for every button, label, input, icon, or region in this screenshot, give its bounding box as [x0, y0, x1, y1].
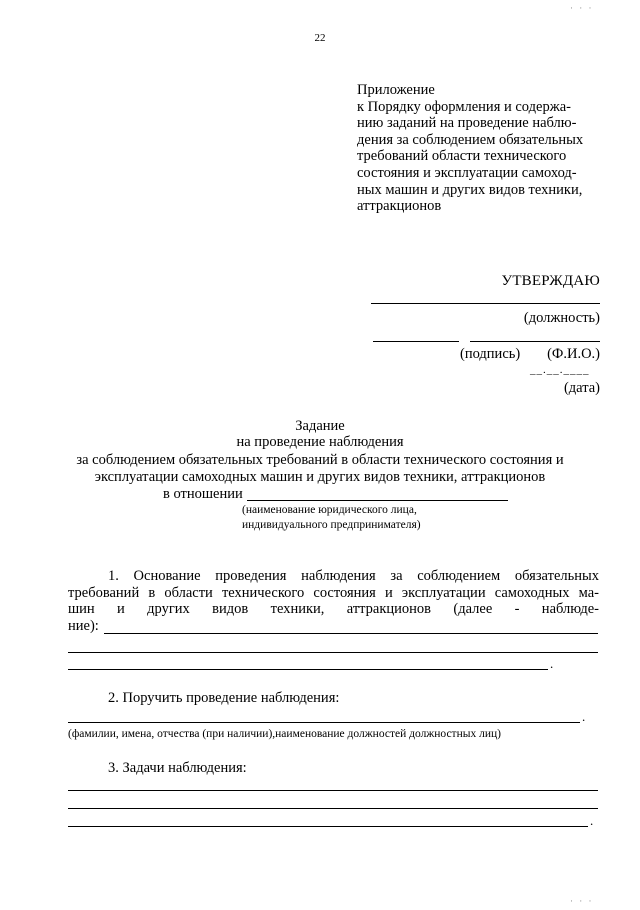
- assign-label: 2. Поручить проведение наблюдения:: [108, 690, 340, 706]
- basis-paragraph: [68, 568, 599, 618]
- scan-mark-top: · · ·: [570, 3, 594, 13]
- entity-name-line[interactable]: [247, 500, 508, 501]
- task-title: Задание: [295, 418, 345, 434]
- staff-fill-line[interactable]: [68, 722, 580, 723]
- appendix-line: нию заданий на проведение наблю-: [357, 115, 577, 132]
- basis-line: 1. Основание проведения наблюдения за соблюдением обязательных: [108, 568, 599, 584]
- basis-fill-line[interactable]: [104, 633, 598, 634]
- task-subtitle: на проведение наблюдения: [236, 434, 404, 450]
- fio-caption: (Ф.И.О.): [547, 346, 600, 362]
- period: .: [582, 709, 586, 724]
- tasks-fill-line[interactable]: [68, 790, 598, 791]
- appendix-line: требований области технического: [357, 148, 567, 165]
- basis-line: требований в области технического состояния и эксплуатации самоходных ма-: [68, 584, 599, 601]
- basis-line: шин и других видов техники, аттракционов (далее - наблюде-: [68, 601, 599, 618]
- task-description-line: эксплуатации самоходных машин и других видов техники, аттракционов: [94, 469, 546, 485]
- signature-caption: (подпись): [460, 346, 521, 362]
- entity-caption: индивидуального предпринимателя): [242, 519, 421, 531]
- basis-line-end: ние):: [68, 618, 99, 634]
- regard-label: в отношении: [163, 486, 243, 502]
- appendix-line: аттракционов: [357, 198, 442, 215]
- approve-title: УТВЕРЖДАЮ: [501, 273, 600, 289]
- tasks-fill-line[interactable]: [68, 826, 588, 827]
- appendix-block: [357, 82, 607, 215]
- date-field[interactable]: __.__.____: [530, 364, 590, 376]
- entity-caption: (наименование юридического лица,: [242, 504, 417, 516]
- appendix-line: состояния и эксплуатации самоход-: [357, 164, 577, 181]
- period: .: [590, 813, 594, 828]
- appendix-line: ных машин и других видов техники,: [357, 181, 583, 198]
- basis-fill-line[interactable]: [68, 669, 548, 670]
- appendix-line: дения за соблюдением обязательных: [357, 131, 584, 148]
- position-line[interactable]: [371, 303, 600, 304]
- period: .: [550, 656, 554, 671]
- appendix-line: к Порядку оформления и содержа-: [357, 98, 571, 115]
- date-caption: (дата): [563, 380, 600, 396]
- appendix-line: Приложение: [357, 82, 435, 98]
- page-number: 22: [314, 32, 326, 44]
- basis-fill-line[interactable]: [68, 652, 598, 653]
- signature-line[interactable]: [373, 341, 459, 342]
- tasks-label: 3. Задачи наблюдения:: [108, 760, 247, 776]
- task-description-line: за соблюдением обязательных требований в области технического состояния и: [76, 452, 564, 468]
- scan-mark-bottom: · · ·: [570, 896, 594, 906]
- fio-line[interactable]: [470, 341, 600, 342]
- position-caption: (должность): [523, 310, 600, 326]
- tasks-fill-line[interactable]: [68, 808, 598, 809]
- staff-caption: (фамилии, имена, отчества (при наличии),наименование должностей должностных лиц): [68, 728, 501, 740]
